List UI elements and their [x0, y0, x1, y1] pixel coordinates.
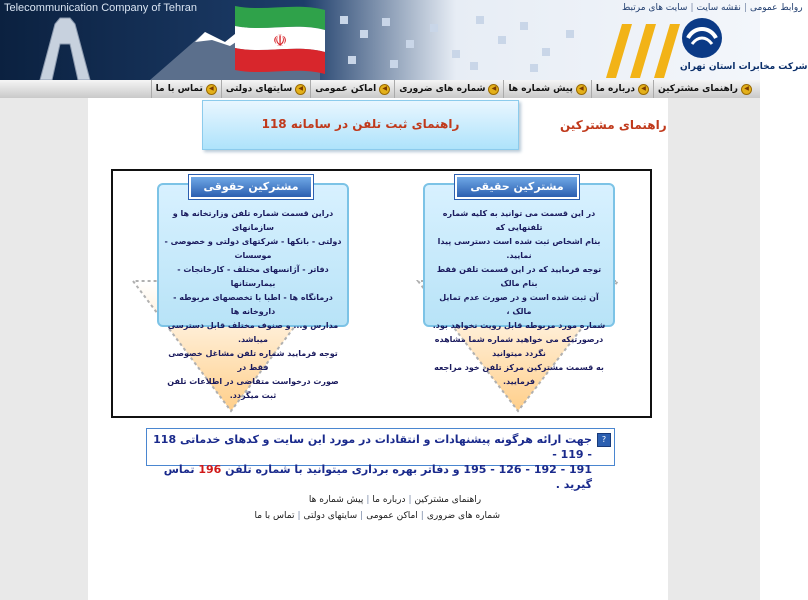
- separator: |: [360, 511, 364, 521]
- card-real-subscribers[interactable]: [423, 180, 615, 386]
- nav-item-subscriber-guide[interactable]: [653, 80, 756, 98]
- nav-item-label: درباره ما: [595, 84, 635, 94]
- nav-item-emergency-numbers[interactable]: [394, 80, 503, 98]
- nav-item-label: پیش شماره ها: [508, 84, 573, 94]
- card-line: درمانگاه ها - اطبا با تخصصهای مربوطه - داروخانه ها: [173, 293, 333, 316]
- logo-text: شرکت مخابرات استان تهران: [680, 62, 808, 72]
- svg-text:☫: ☫: [272, 31, 288, 50]
- footer-link-public-places[interactable]: اماکن عمومی: [366, 511, 418, 521]
- card-line: دولتی - بانکها - شرکتهای دولتی و خصوصی - موسسات: [164, 237, 342, 260]
- decorative-grid: [330, 10, 590, 76]
- content-box: [111, 169, 652, 418]
- site-header: [0, 0, 808, 80]
- iran-flag-image: [235, 6, 325, 78]
- card-line: مدارس و... و صنوف مختلف قابل دسترسی میباشد.: [167, 321, 339, 344]
- nav-list: [151, 80, 756, 98]
- nav-item-label: راهنمای مشترکین: [658, 84, 738, 94]
- nav-item-label: تماس با ما: [155, 84, 203, 94]
- contact-text: [147, 432, 592, 492]
- contact-notice: [146, 428, 615, 491]
- card-legal-title: مشترکین حقوقی: [189, 175, 313, 199]
- arrow-bullet-icon: ◀: [295, 84, 306, 95]
- arrow-bullet-icon: ◀: [379, 84, 390, 95]
- contact-line-2a: 191 - 192 - 126 - 195 و دفاتر بهره برداری میتوانید با شماره تلفن: [221, 463, 592, 476]
- page-title: راهنمای مشترکین: [560, 118, 667, 132]
- card-legal-subscribers[interactable]: [157, 180, 349, 400]
- right-gutter: [668, 98, 760, 600]
- nav-item-prefixes[interactable]: [503, 80, 590, 98]
- footer-link-about-us[interactable]: درباره ما: [372, 495, 406, 505]
- card-line: در این قسمت می توانید به کلیه شماره تلفنهایی که: [442, 209, 596, 232]
- header-top-links: [622, 3, 803, 13]
- nav-item-about-us[interactable]: [591, 80, 653, 98]
- card-real-title: مشترکین حقیقی: [455, 175, 579, 199]
- main-nav: [0, 80, 760, 99]
- arrow-bullet-icon: ◀: [741, 84, 752, 95]
- card-line: درصورتیکه می خواهید شماره شما مشاهده نگردد میتوانید: [434, 335, 604, 358]
- nav-item-label: اماکن عمومی: [315, 84, 377, 94]
- card-line: صورت درخواست متقاضی در اطلاعات تلفن ثبت میگردد.: [167, 377, 339, 400]
- separator: |: [690, 3, 694, 13]
- card-line: به قسمت مشترکین مرکز تلفن خود مراجعه فرمایید.: [434, 363, 604, 386]
- logo-number-graphic: [600, 18, 680, 80]
- banner-text: راهنمای ثبت تلفن در سامانه 118: [261, 117, 460, 131]
- nav-item-government-sites[interactable]: [221, 80, 310, 98]
- footer-link-government-sites[interactable]: سایتهای دولتی: [303, 511, 358, 521]
- azadi-tower-icon: [30, 14, 100, 80]
- contact-phone-number: 196: [198, 463, 222, 476]
- help-icon: ?: [597, 433, 611, 447]
- separator: |: [408, 495, 412, 505]
- nav-item-contact-us[interactable]: [151, 80, 221, 98]
- card-real-body: [429, 207, 609, 389]
- footer-links-row-2: [254, 511, 500, 521]
- tci-logo-icon: [680, 16, 724, 60]
- footer-link-prefixes[interactable]: پیش شماره ها: [308, 495, 364, 505]
- arrow-bullet-icon: ◀: [638, 84, 649, 95]
- card-legal-body: [163, 207, 343, 403]
- contact-line-2: [147, 462, 592, 492]
- contact-line-2b: تماس گیرید .: [163, 463, 592, 491]
- card-line: شماره مورد مربوطه قابل رویت نخواهد بود.: [432, 321, 606, 330]
- card-line: توجه فرمایید شماره تلفن مشاغل خصوصی فقط در: [168, 349, 338, 372]
- top-link-related-sites[interactable]: سایت های مرتبط: [622, 3, 688, 13]
- nav-item-label: سایتهای دولتی: [225, 84, 293, 94]
- card-line: توجه فرمایید که در این قسمت تلفن فقط بنام مالک: [436, 265, 602, 288]
- arrow-bullet-icon: ◀: [576, 84, 587, 95]
- footer-link-contact-us[interactable]: تماس با ما: [254, 511, 295, 521]
- separator: |: [743, 3, 747, 13]
- contact-line-1: جهت ارائه هرگونه پیشنهادات و انتقادات در مورد این سایت و کدهای خدماتی 118 - 119 -: [153, 433, 592, 461]
- separator: |: [366, 495, 370, 505]
- top-link-public-relations[interactable]: روابط عمومی: [749, 3, 803, 13]
- nav-item-public-places[interactable]: [310, 80, 394, 98]
- arrow-bullet-icon: ◀: [488, 84, 499, 95]
- separator: |: [420, 511, 424, 521]
- separator: |: [297, 511, 301, 521]
- header-title: Telecommunication Company of Tehran: [4, 2, 198, 14]
- card-line: دفاتر - آژانسهای مختلف - کارخانجات - بیمارستانها: [177, 265, 329, 288]
- footer-links-row-1: [300, 495, 490, 505]
- banner[interactable]: [202, 100, 519, 150]
- card-line: دراین قسمت شماره تلفن وزارتخانه ها و سازمانهای: [172, 209, 334, 232]
- card-line: بنام اشخاص ثبت شده است دسترسی پیدا نمایید.: [437, 237, 601, 260]
- nav-item-label: شماره های ضروری: [399, 84, 486, 94]
- footer-link-emergency-numbers[interactable]: شماره های ضروری: [426, 511, 500, 521]
- top-link-sitemap[interactable]: نقشه سایت: [696, 3, 741, 13]
- arrow-bullet-icon: ◀: [206, 84, 217, 95]
- left-gutter: [0, 98, 88, 600]
- footer-link-subscriber-guide[interactable]: راهنمای مشترکین: [414, 495, 482, 505]
- card-line: آن ثبت شده است و در صورت عدم تمایل مالک ،: [439, 293, 599, 316]
